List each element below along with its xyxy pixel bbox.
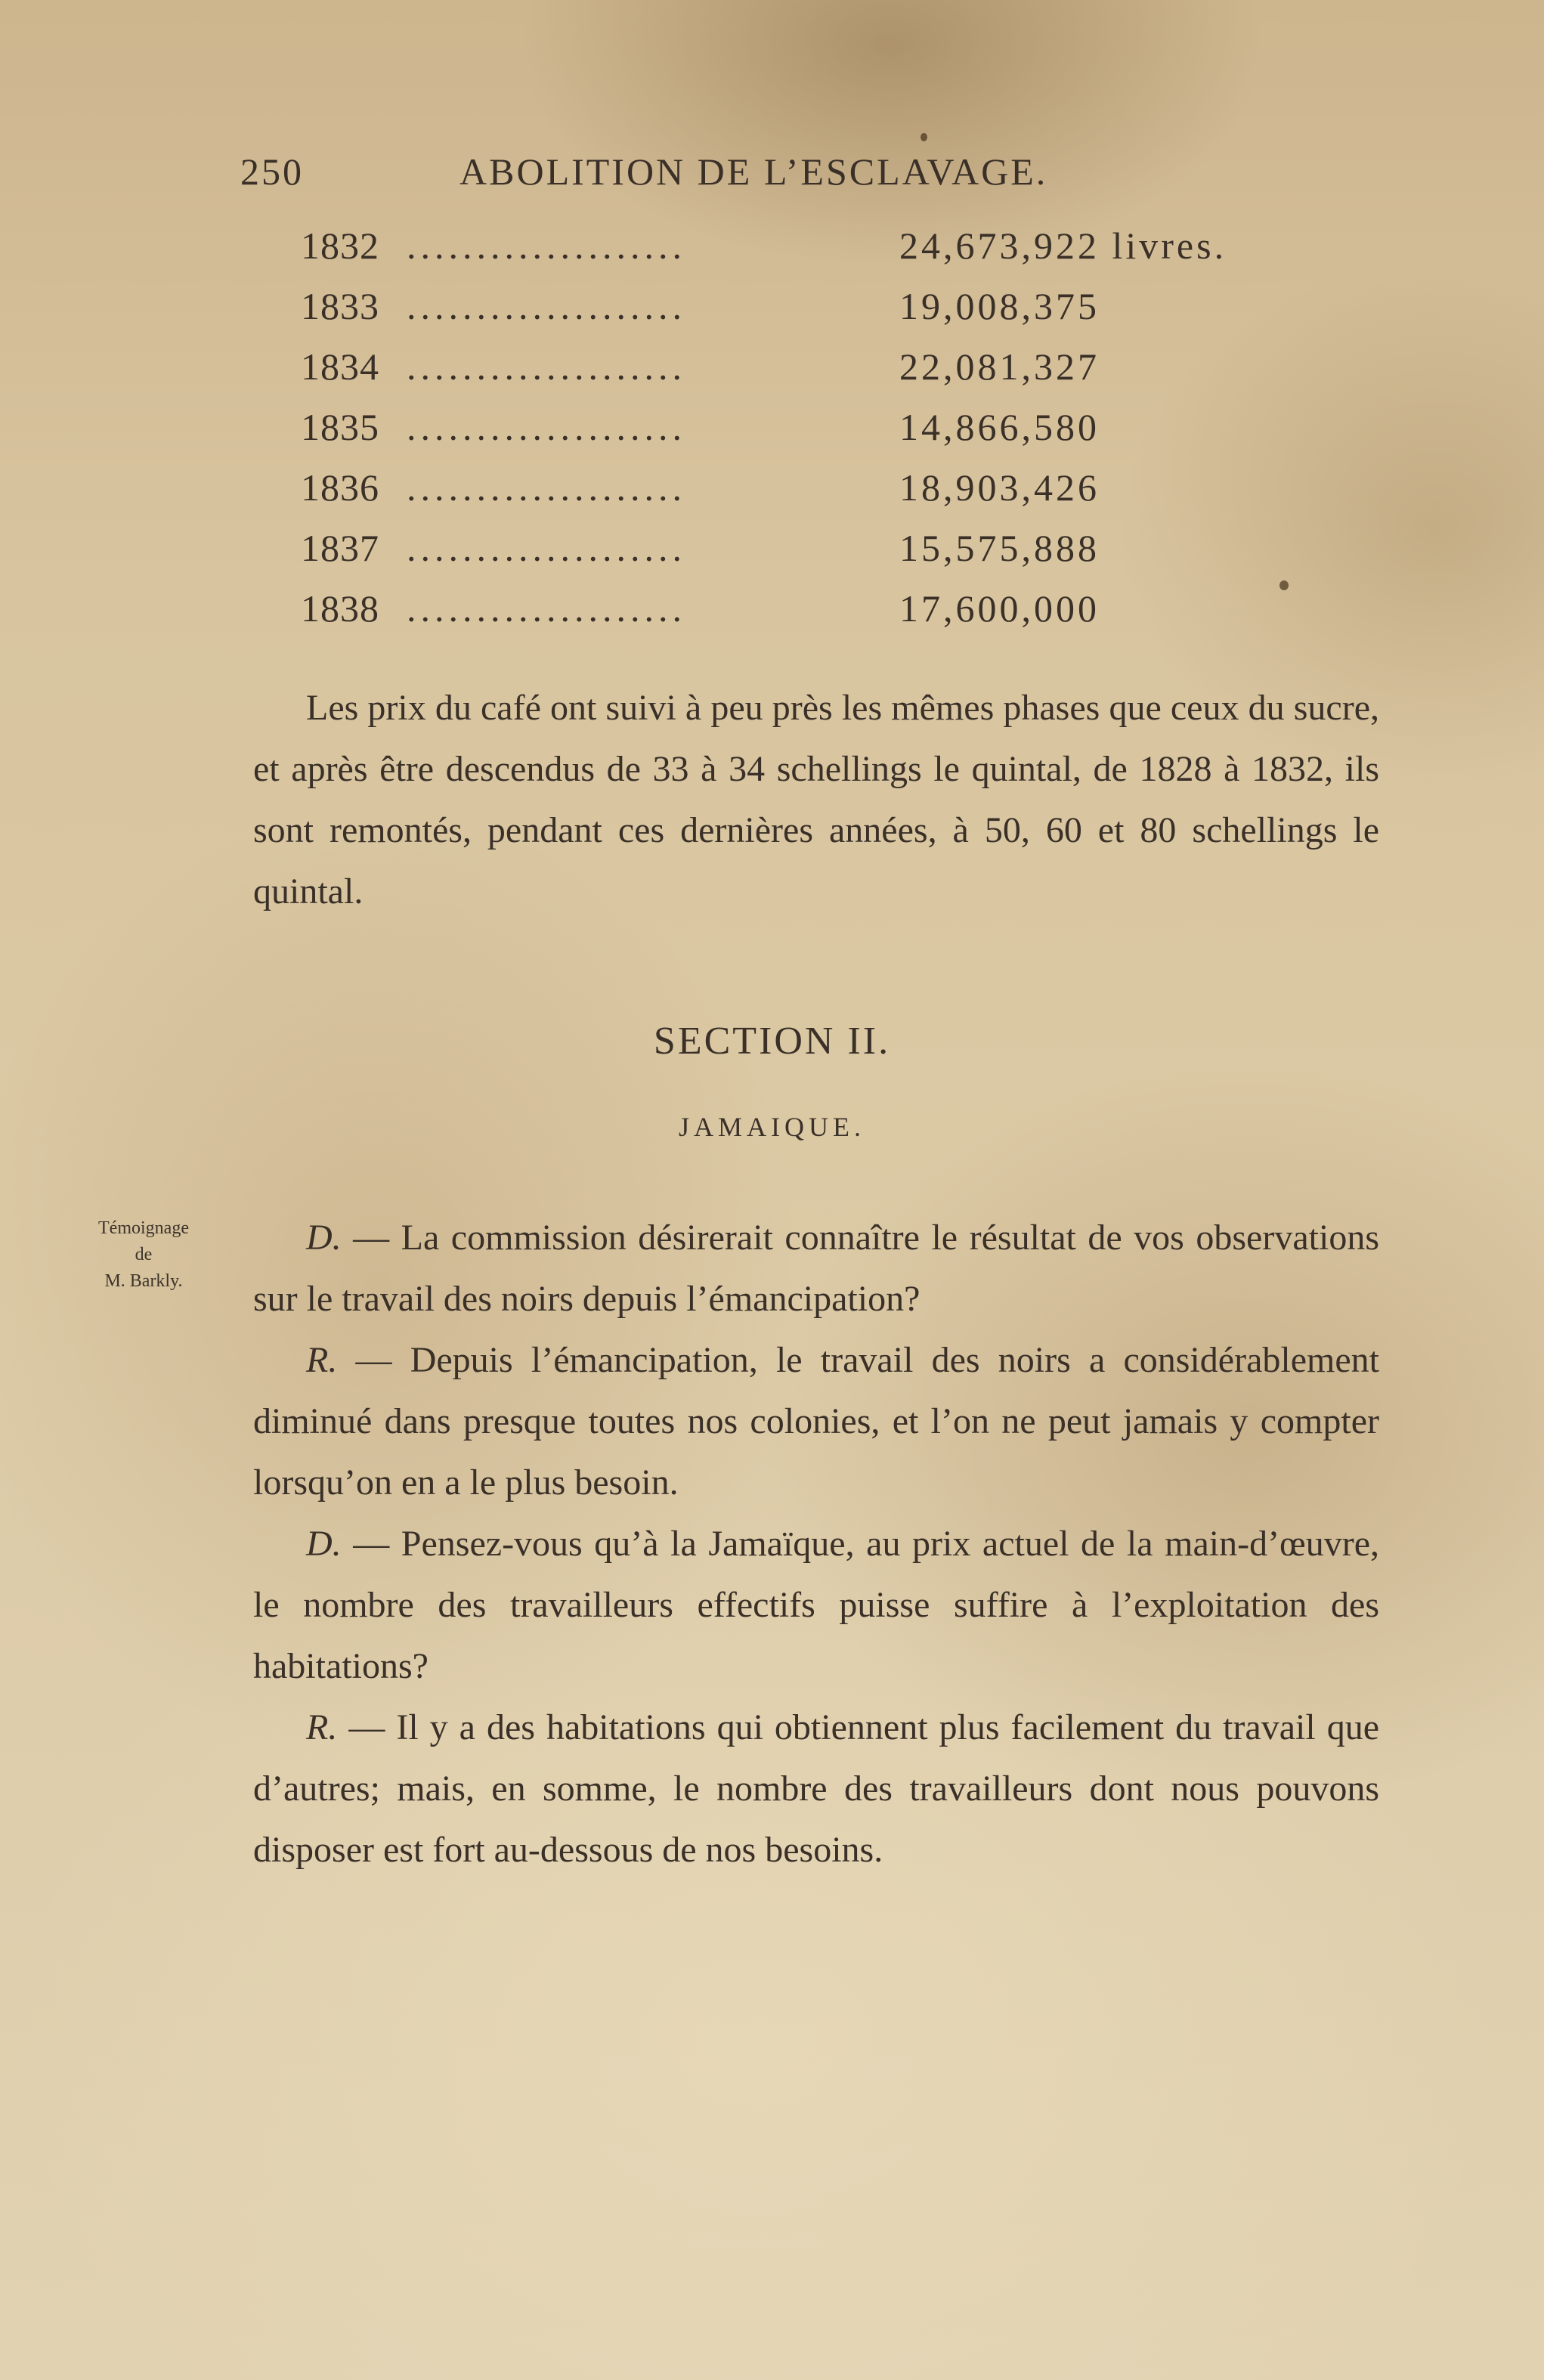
speaker-label: D. [306,1218,342,1258]
margin-note-line: Témoignage [98,1218,189,1238]
table-row [301,397,1298,457]
year-cell: 1832 [301,224,379,267]
margin-note-line: de [135,1245,153,1264]
running-head [240,150,1253,203]
value-cell: 18,903,426 [899,466,1100,509]
coffee-prices-paragraph [253,677,1379,922]
leader-dots: .................... [407,345,686,388]
ink-speck [921,133,927,141]
year-cell: 1835 [301,406,379,448]
value-cell: 19,008,375 [899,285,1100,327]
value-cell: 14,866,580 [899,406,1100,448]
value-cell: 17,600,000 [899,587,1100,630]
speaker-label: R. [306,1340,338,1380]
speaker-label: D. [306,1524,342,1564]
table-row [301,215,1298,276]
value-cell: 15,575,888 [899,527,1100,569]
testimony-dialog [253,1207,1379,1880]
year-cell: 1837 [301,527,379,569]
sugar-production-table [301,215,1298,639]
running-title: ABOLITION DE L’ESCLAVAGE. [459,150,1048,193]
page-number: 250 [240,150,304,193]
dialog-text: — La commission désirerait connaître le résultat de vos observations sur le travail des noirs depuis l’émancipation? [253,1218,1379,1319]
leader-dots: .................... [407,587,686,630]
table-row [301,276,1298,336]
year-cell: 1836 [301,466,379,509]
table-row [301,578,1298,639]
leader-dots: .................... [407,406,686,448]
dialog-text: — Pensez-vous qu’à la Jamaïque, au prix actuel de la main-d’œuvre, le nombre des travailleurs effectifs puisse suffire à l’exploitation des habitations? [253,1524,1379,1686]
margin-note [68,1215,219,1295]
table-row [301,518,1298,578]
year-cell: 1838 [301,587,379,630]
leader-dots: .................... [407,224,686,267]
leader-dots: .................... [407,466,686,509]
leader-dots: .................... [407,527,686,569]
dialog-text: — Depuis l’émancipation, le travail des noirs a considérablement diminué dans presque toutes nos colonies, et l’on ne peut jamais y compter lorsqu’on en a le plus besoin. [253,1340,1379,1503]
table-row [301,457,1298,518]
dialog-text: — Il y a des habitations qui obtiennent plus facilement du travail que d’autres; mais, en somme, le nombre des travailleurs dont nous pouvons disposer est fort au-dessous de nos besoins. [253,1707,1379,1870]
dialog-paragraph [253,1697,1379,1880]
year-cell: 1833 [301,285,379,327]
dialog-paragraph [253,1329,1379,1513]
year-cell: 1834 [301,345,379,388]
margin-note-line: M. Barkly. [104,1271,183,1291]
speaker-label: R. [306,1707,338,1747]
sub-heading: JAMAIQUE. [679,1112,865,1142]
dialog-paragraph [253,1207,1379,1329]
section-heading: SECTION II. [653,1020,891,1063]
value-cell: 24,673,922 livres. [899,224,1227,267]
table-row [301,336,1298,397]
paragraph-text: Les prix du café ont suivi à peu près les mêmes phases que ceux du sucre, et après être descendus de 33 à 34 schellings le quintal, de 1828 à 1832, ils sont remontés, pendant ces dernières années, à 50, 60 et 80 schellings le quintal. [253,688,1379,911]
dialog-paragraph [253,1513,1379,1697]
value-cell: 22,081,327 [899,345,1100,388]
leader-dots: .................... [407,285,686,327]
